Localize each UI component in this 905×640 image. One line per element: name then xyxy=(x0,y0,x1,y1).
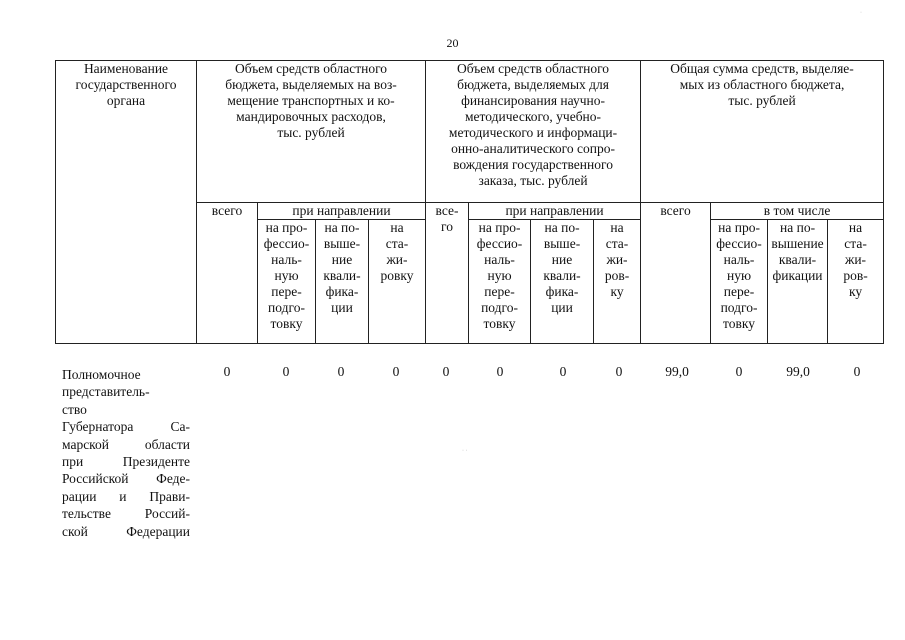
header-methodical-support: Объем средств областного бюджета, выделяемых для финансирования научно- методического, учебно- методического и информаци- онно-аналитического сопро- вождения государственного заказа, тыс. рублей xyxy=(426,61,641,203)
value-g3-qualification: 99,0 xyxy=(786,364,810,379)
g1-retraining-header: на про- фессио- наль- ную пере- подго- товку xyxy=(258,220,316,344)
g3-retraining-header: на про- фессио- наль- ную пере- подго- товку xyxy=(711,220,768,344)
value-g3-retraining: 0 xyxy=(735,364,743,379)
g2-retraining-header: на про- фессио- наль- ную пере- подго- товку xyxy=(469,220,531,344)
value-g3-internship: 0 xyxy=(853,364,861,379)
value-g1-internship: 0 xyxy=(392,364,400,379)
g3-qualification-header: на по- вышение квали- фикации xyxy=(768,220,828,344)
value-g2-total: 0 xyxy=(442,364,450,379)
value-g3-total: 99,0 xyxy=(665,364,689,379)
g1-qualification-header: на по- выше- ние квали- фика- ции xyxy=(316,220,369,344)
organ-name-cell: Полномочное представитель- ство Губернатора Са- марской области при Президенте Российской Феде- рации и Прави- тельстве Россий- ской Федерации xyxy=(62,367,190,539)
g3-including-header: в том числе xyxy=(711,203,884,220)
value-g1-qualification: 0 xyxy=(337,364,345,379)
scan-speck: · · xyxy=(462,448,468,454)
value-g2-retraining: 0 xyxy=(496,364,504,379)
page-number: 20 xyxy=(446,36,459,50)
value-g1-retraining: 0 xyxy=(282,364,290,379)
scan-speck: · xyxy=(860,10,862,16)
g1-total-header: всего xyxy=(197,203,258,344)
g3-total-header: всего xyxy=(641,203,711,344)
header-total-amount: Общая сумма средств, выделяе- мых из областного бюджета, тыс. рублей xyxy=(641,61,884,203)
g2-total-header: все- го xyxy=(426,203,469,344)
g1-internship-header: на ста- жи- ровку xyxy=(369,220,426,344)
header-transport-expenses: Объем средств областного бюджета, выделяемых на воз- мещение транспортных и ко- мандировочных расходов, тыс. рублей xyxy=(197,61,426,203)
g1-direction-header: при направлении xyxy=(258,203,426,220)
value-g2-qualification: 0 xyxy=(559,364,567,379)
g2-internship-header: на ста- жи- ров- ку xyxy=(594,220,641,344)
g2-direction-header: при направлении xyxy=(469,203,641,220)
g2-qualification-header: на по- выше- ние квали- фика- ции xyxy=(531,220,594,344)
value-g2-internship: 0 xyxy=(615,364,623,379)
header-organ-name: Наименование государственного органа xyxy=(56,61,197,344)
value-g1-total: 0 xyxy=(223,364,231,379)
g3-internship-header: на ста- жи- ров- ку xyxy=(828,220,884,344)
budget-table xyxy=(55,60,884,344)
